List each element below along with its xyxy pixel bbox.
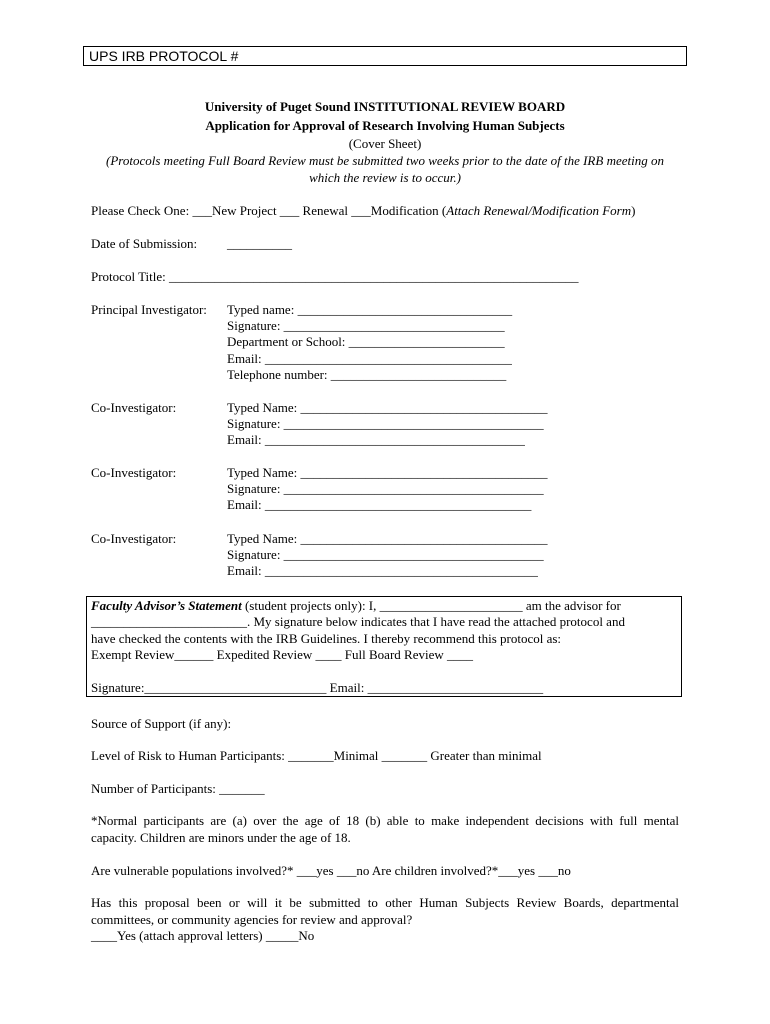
co-investigator-1-signature-field[interactable]: Signature: ________________________________________ <box>227 416 544 431</box>
co-investigator-3-name-field[interactable]: Typed Name: ______________________________________ <box>227 531 548 546</box>
pi-signature-field[interactable]: Signature: __________________________________ <box>227 318 505 333</box>
normal-participants-note-line1: *Normal participants are (a) over the age of 18 (b) able to make independent decisions with full mental <box>91 813 679 828</box>
advisor-line-1[interactable] <box>91 598 621 614</box>
pi-email-field[interactable]: Email: ______________________________________ <box>227 351 512 366</box>
co-investigator-1-name-field[interactable]: Typed Name: ______________________________________ <box>227 400 548 415</box>
pi-label: Principal Investigator: <box>91 302 207 317</box>
source-of-support-field[interactable]: Source of Support (if any): <box>91 716 232 731</box>
co-investigator-3-signature-field[interactable]: Signature: ________________________________________ <box>227 547 544 562</box>
check-one-suffix: ) <box>631 203 636 218</box>
header-application: Application for Approval of Research Involving Human Subjects <box>205 118 565 133</box>
pi-department-field[interactable]: Department or School: ________________________ <box>227 334 505 349</box>
pi-telephone-field[interactable]: Telephone number: ___________________________ <box>227 367 507 382</box>
co-investigator-2-label: Co-Investigator: <box>91 465 177 480</box>
co-investigator-2-signature-field[interactable]: Signature: ________________________________________ <box>227 481 544 496</box>
other-review-answer-field[interactable]: ____Yes (attach approval letters) _____No <box>91 928 315 943</box>
pi-typed-name-field[interactable]: Typed name: _________________________________ <box>227 302 513 317</box>
co-investigator-1-label: Co-Investigator: <box>91 400 177 415</box>
risk-level-field[interactable]: Level of Risk to Human Participants: _______Minimal _______ Greater than minimal <box>91 748 542 763</box>
header-note-line1: (Protocols meeting Full Board Review must be submitted two weeks prior to the date of the IRB meeting on <box>106 153 664 168</box>
advisor-line-1-text: (student projects only): I, ______________________ am the advisor for <box>241 598 621 613</box>
co-investigator-2-email-field[interactable]: Email: _________________________________________ <box>227 497 532 512</box>
advisor-title: Faculty Advisor’s Statement <box>91 598 242 613</box>
protocol-number-field[interactable]: UPS IRB PROTOCOL # <box>83 46 687 66</box>
header-cover-sheet: (Cover Sheet) <box>348 136 422 151</box>
check-one-text: Please Check One: ___New Project ___ Renewal ___Modification ( <box>91 203 447 218</box>
header-note-line2: which the review is to occur.) <box>309 170 461 185</box>
header-institution: University of Puget Sound INSTITUTIONAL REVIEW BOARD <box>204 99 566 114</box>
check-one-line[interactable] <box>91 203 635 219</box>
advisor-line-3: have checked the contents with the IRB Guidelines. I thereby recommend this protocol as: <box>91 631 562 646</box>
co-investigator-3-email-field[interactable]: Email: __________________________________________ <box>227 563 538 578</box>
advisor-review-type-line[interactable]: Exempt Review______ Expedited Review ____ Full Board Review ____ <box>91 647 473 662</box>
participants-count-field[interactable]: Number of Participants: _______ <box>91 781 265 796</box>
vulnerable-populations-field[interactable]: Are vulnerable populations involved?* ___yes ___no Are children involved?*___yes ___no <box>91 863 571 878</box>
normal-participants-note-line2: capacity. Children are minors under the age of 18. <box>91 830 351 845</box>
co-investigator-1-email-field[interactable]: Email: ________________________________________ <box>227 432 525 447</box>
date-field[interactable]: __________ <box>227 236 292 251</box>
advisor-line-2[interactable]: ________________________. My signature below indicates that I have read the attached protocol and <box>91 614 625 629</box>
check-one-note: Attach Renewal/Modification Form <box>446 203 632 218</box>
protocol-title-field[interactable]: Protocol Title: _______________________________________________________________ <box>91 269 579 284</box>
co-investigator-3-label: Co-Investigator: <box>91 531 177 546</box>
advisor-signature-line[interactable]: Signature:____________________________ Email: ___________________________ <box>91 680 544 695</box>
other-review-question-line2: committees, or community agencies for review and approval? <box>91 912 413 927</box>
co-investigator-2-name-field[interactable]: Typed Name: ______________________________________ <box>227 465 548 480</box>
date-label: Date of Submission: <box>91 236 198 251</box>
other-review-question-line1: Has this proposal been or will it be submitted to other Human Subjects Review Boards, departmental <box>91 895 679 910</box>
